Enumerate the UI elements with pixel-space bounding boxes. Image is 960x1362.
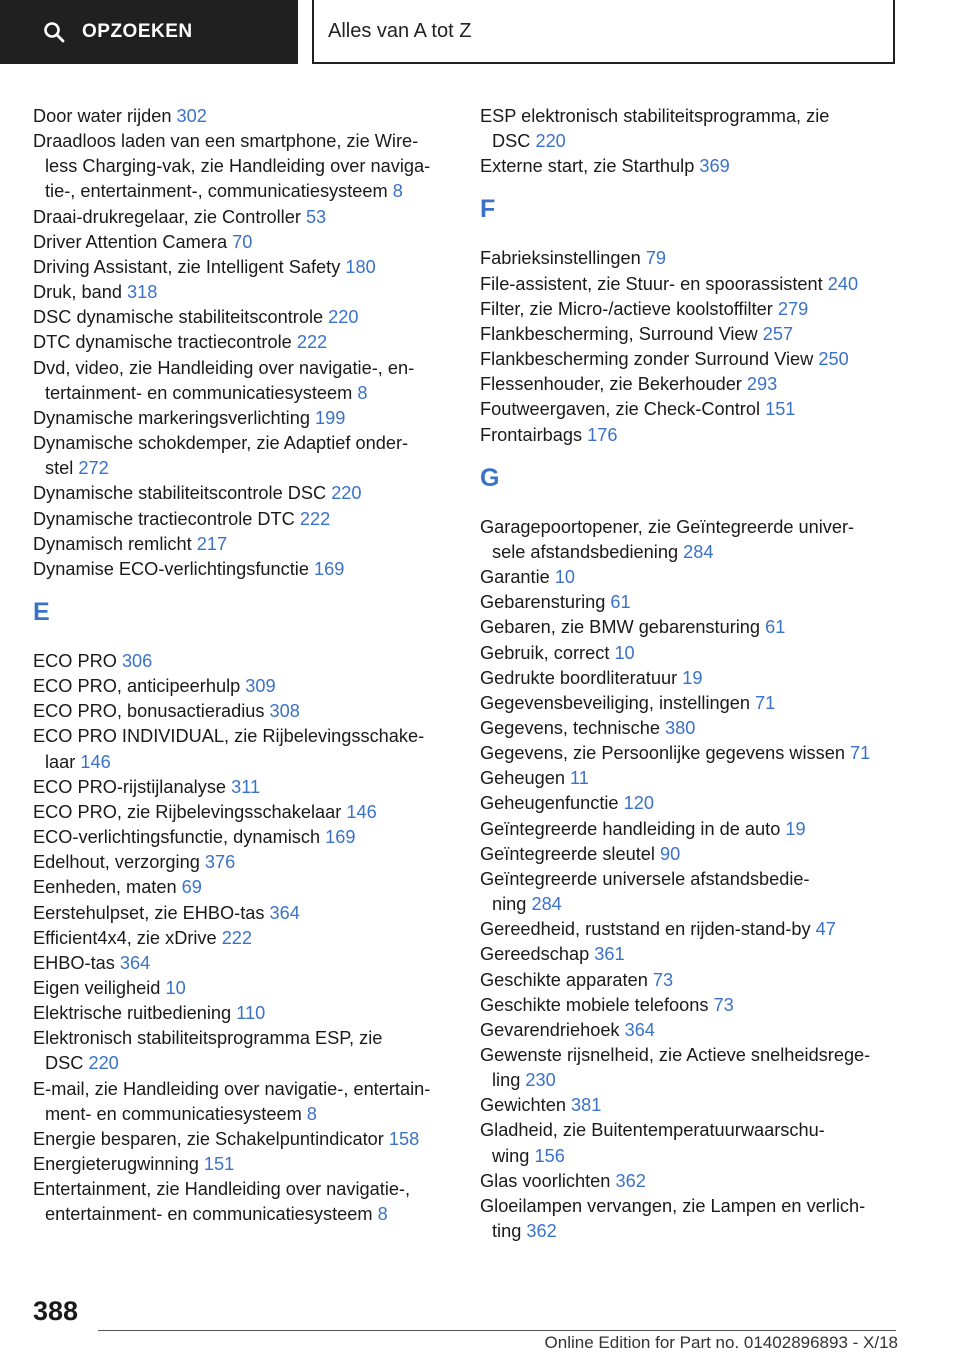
index-entry-text: Gladheid, zie Buitentemperatuurwaarschu- [480, 1120, 825, 1141]
page-reference-link[interactable]: 110 [236, 1003, 266, 1024]
index-entry [33, 1177, 453, 1227]
search-button-label: OPZOEKEN [82, 21, 193, 42]
page-reference-link[interactable]: 53 [305, 206, 327, 227]
index-entry [480, 791, 900, 816]
page-reference-link[interactable]: 222 [221, 927, 253, 948]
page-reference-link[interactable]: 176 [587, 424, 618, 445]
index-entry-text: Eenheden, maten [33, 877, 182, 898]
page-reference-link[interactable]: 362 [526, 1221, 557, 1242]
index-entry-text: Geheugen [480, 768, 571, 789]
index-entry-text: Flessenhouder, zie Bekerhouder [480, 374, 747, 395]
index-group-e-continued [480, 104, 900, 179]
index-entry-text: ment- en communicatiesysteem [45, 1103, 307, 1124]
index-entry [480, 741, 900, 766]
page-reference-link[interactable]: 364 [269, 902, 300, 923]
footer-edition-text: Online Edition for Part no. 01402896893 - X/18 [544, 1333, 898, 1352]
index-entry [33, 724, 453, 774]
index-entry [33, 1001, 453, 1026]
index-entry-text: Foutweergaven, zie Check-Control [480, 399, 766, 420]
index-entry-text: Dynamisch remlicht [33, 533, 197, 554]
page-reference-link[interactable]: 311 [231, 776, 261, 797]
index-entry [33, 1077, 453, 1127]
index-entry [480, 968, 900, 993]
index-entry-text: ECO PRO-rijstijlanalyse [33, 776, 232, 797]
page-reference-link[interactable]: 70 [232, 231, 253, 252]
index-entry [480, 1018, 900, 1043]
index-entry-text: Entertainment, zie Handleiding over navigatie-, [33, 1179, 411, 1200]
index-entry-text: Gereedheid, ruststand en rijden-stand-by [480, 919, 816, 940]
index-entry [480, 565, 900, 590]
index-entry [480, 666, 900, 691]
index-entry-text: Flankbescherming zonder Surround View [480, 349, 819, 370]
index-entry [33, 875, 453, 900]
page-reference-link[interactable]: 10 [165, 978, 186, 998]
index-entry-text: less Charging-vak, zie Handleiding over naviga- [45, 156, 431, 177]
index-entry [480, 322, 900, 347]
search-icon [42, 20, 66, 44]
index-entry-text: Dynamise ECO-verlichtingsfunctie [33, 558, 314, 579]
index-entry [480, 817, 900, 842]
index-entry-text: Garantie [480, 567, 555, 588]
index-entry [480, 397, 900, 422]
page-reference-link[interactable]: 10 [614, 642, 635, 663]
page-reference-link[interactable]: 220 [331, 483, 362, 504]
index-entry [33, 255, 453, 280]
index-entry-text: Glas voorlichten [480, 1170, 616, 1191]
index-entry-text: Druk, band [33, 282, 128, 303]
index-entry-text: Filter, zie Micro-/actieve koolstoffilter [480, 298, 778, 319]
page-reference-link[interactable]: 362 [615, 1170, 646, 1191]
index-entry-text: Dynamische tractiecontrole DTC [33, 508, 300, 529]
index-entry [33, 280, 453, 305]
page-reference-link[interactable]: 217 [196, 533, 228, 554]
index-entry-text: wing [492, 1145, 535, 1166]
index-entry [480, 993, 900, 1018]
page-reference-link[interactable]: 364 [119, 952, 151, 973]
index-entry-text: ECO PRO INDIVIDUAL, zie Rijbelevingsschake- [33, 726, 425, 747]
page-reference-link[interactable]: 284 [531, 894, 562, 915]
index-entry-text: Energieterugwinning [33, 1154, 204, 1175]
index-entry-text: Energie besparen, zie Schakelpuntindicator [33, 1128, 389, 1149]
page-reference-link[interactable]: 250 [818, 349, 849, 370]
index-entry-text: ECO-verlichtingsfunctie, dynamisch [33, 827, 326, 848]
index-entry [33, 926, 453, 951]
index-group-f [480, 246, 900, 447]
page-reference-link[interactable]: 308 [269, 701, 300, 722]
index-entry [33, 330, 453, 355]
index-entry-text: Draadloos laden van een smartphone, zie Wire- [33, 131, 419, 152]
index-entry-text: Gewichten [480, 1095, 571, 1116]
index-entry-text: entertainment- en communicatiesysteem [45, 1204, 378, 1225]
index-entry [33, 674, 453, 699]
index-entry-text: Eigen veiligheid [33, 978, 166, 998]
index-entry-text: Driver Attention Camera [33, 231, 233, 252]
index-entry-text: ling [492, 1070, 526, 1091]
index-entry-text: Gegevens, zie Persoonlijke gegevens wissen [480, 743, 851, 764]
index-entry-text: Door water rijden [33, 106, 177, 126]
index-entry-text: Geïntegreerde sleutel [480, 843, 660, 864]
page-reference-link[interactable]: 151 [203, 1154, 235, 1175]
index-entry-text: Eerstehulpset, zie EHBO-tas [33, 902, 270, 923]
index-entry-text: Gebaren, zie BMW gebarensturing [480, 617, 766, 638]
section-letter-f: F [480, 195, 496, 224]
index-column-right [480, 104, 900, 1244]
page-reference-link[interactable]: 158 [388, 1128, 420, 1149]
page-reference-link[interactable]: 146 [346, 801, 377, 822]
page-reference-link[interactable]: 169 [325, 827, 356, 848]
page-reference-link[interactable]: 199 [315, 407, 346, 428]
index-entry-text: Gewenste rijsnelheid, zie Actieve snelheidsrege- [480, 1045, 871, 1065]
index-entry [33, 1127, 453, 1152]
page-reference-link[interactable]: 120 [623, 793, 654, 814]
index-entry-text: Edelhout, verzorging [33, 852, 205, 873]
page-reference-link[interactable]: 79 [645, 248, 667, 269]
index-column-left [33, 104, 453, 1228]
index-entry [33, 205, 453, 230]
tab-a-to-z[interactable] [312, 0, 895, 64]
index-entry [480, 716, 900, 741]
page-reference-link[interactable]: 8 [392, 181, 403, 202]
index-entry [480, 766, 900, 791]
index-entry-text: ECO PRO, bonusactieradius [33, 701, 270, 722]
index-entry-text: DSC dynamische stabiliteitscontrole [33, 307, 329, 328]
index-entry-text: laar [45, 751, 81, 772]
index-entry [33, 951, 453, 976]
index-entry [33, 775, 453, 800]
index-entry [33, 557, 453, 582]
page-reference-link[interactable]: 380 [665, 717, 696, 738]
index-entry-text: Gegevensbeveiliging, instellingen [480, 692, 756, 713]
index-entry [480, 515, 900, 565]
page-reference-link[interactable]: 220 [328, 307, 359, 328]
page-reference-link[interactable]: 381 [570, 1095, 602, 1116]
index-entry [33, 356, 453, 406]
index-entry-text: Gegevens, technische [480, 717, 666, 738]
index-entry [480, 1169, 900, 1194]
index-entry [480, 917, 900, 942]
index-entry-text: Frontairbags [480, 424, 588, 445]
page-reference-link[interactable]: 361 [594, 944, 625, 965]
index-entry [33, 305, 453, 330]
page-reference-link[interactable]: 222 [299, 508, 331, 529]
index-entry-text: Gedrukte boordliteratuur [480, 667, 683, 688]
index-entry [33, 104, 453, 129]
page-reference-link[interactable]: 180 [345, 256, 376, 277]
page-reference-link[interactable]: 8 [306, 1103, 317, 1124]
page-reference-link[interactable]: 156 [534, 1145, 565, 1166]
page-reference-link[interactable]: 19 [682, 667, 703, 688]
index-entry-text: DTC dynamische tractiecontrole [33, 332, 297, 353]
index-entry [33, 976, 453, 1001]
index-entry [480, 590, 900, 615]
index-entry-text: ning [492, 894, 532, 915]
page-reference-link[interactable]: 222 [296, 332, 328, 353]
index-entry [480, 1194, 900, 1244]
index-entry [480, 423, 900, 448]
index-entry-text: Geïntegreerde handleiding in de auto [480, 818, 786, 839]
index-entry [480, 842, 900, 867]
section-letter-e: E [33, 597, 50, 626]
index-entry [33, 532, 453, 557]
page-reference-link[interactable]: 240 [827, 273, 859, 294]
index-entry-text: Geschikte apparaten [480, 969, 653, 990]
index-entry [33, 406, 453, 431]
page-reference-link[interactable]: 73 [652, 969, 674, 990]
index-entry-text: Gereedschap [480, 944, 595, 965]
page-reference-link[interactable]: 220 [88, 1053, 119, 1074]
index-entry [33, 1152, 453, 1177]
page-reference-link[interactable]: 169 [314, 558, 345, 579]
index-entry-text: Gebarensturing [480, 592, 611, 613]
index-entry [33, 901, 453, 926]
index-entry-text: ECO PRO, anticipeerhulp [33, 676, 246, 697]
index-entry [480, 272, 900, 297]
page-reference-link[interactable]: 47 [815, 919, 836, 940]
page-reference-link[interactable]: 302 [176, 106, 207, 126]
page-reference-link[interactable]: 284 [683, 541, 714, 562]
page-reference-link[interactable]: 73 [713, 994, 734, 1015]
index-entry-text: Driving Assistant, zie Intelligent Safety [33, 256, 346, 277]
index-entry-text: Elektrische ruitbediening [33, 1003, 237, 1024]
page-reference-link[interactable]: 146 [80, 751, 111, 772]
page-reference-link[interactable]: 279 [777, 298, 809, 319]
index-group-d [33, 104, 453, 582]
index-entry [33, 230, 453, 255]
index-entry-text: Flankbescherming, Surround View [480, 323, 763, 344]
index-entry [480, 1043, 900, 1093]
index-entry-text: Efficient4x4, zie xDrive [33, 927, 222, 948]
index-entry-text: DSC [45, 1053, 89, 1074]
index-entry [480, 1118, 900, 1168]
index-entry-text: ting [492, 1221, 527, 1242]
page-reference-link[interactable]: 309 [245, 676, 276, 697]
index-entry-text: tertainment- en communicatiesysteem [45, 382, 358, 403]
index-entry [480, 641, 900, 666]
index-entry-text: Dvd, video, zie Handleiding over navigatie-, en- [33, 357, 415, 378]
page-reference-link[interactable]: 11 [570, 768, 589, 789]
page-reference-link[interactable]: 151 [765, 399, 796, 420]
index-entry-text: DSC [492, 131, 536, 152]
index-entry-text: Geïntegreerde universele afstandsbedie- [480, 868, 810, 889]
index-entry-text: File-assistent, zie Stuur- en spoorassistent [480, 273, 828, 294]
index-entry [33, 800, 453, 825]
index-entry [480, 942, 900, 967]
index-entry-text: Gloeilampen vervangen, zie Lampen en verlich- [480, 1195, 866, 1216]
index-entry-text: Gevarendriehoek [480, 1019, 625, 1040]
page-reference-link[interactable]: 376 [204, 852, 236, 873]
index-entry-text: stel [45, 458, 79, 479]
index-entry-text: Externe start, zie Starthulp [480, 156, 700, 177]
page-reference-link[interactable]: 61 [765, 617, 786, 638]
index-entry [33, 825, 453, 850]
page-reference-link[interactable]: 306 [121, 650, 153, 671]
page-reference-link[interactable]: 230 [525, 1070, 556, 1091]
index-entry [480, 347, 900, 372]
index-entry [33, 129, 453, 204]
index-entry-text: Draai-drukregelaar, zie Controller [33, 206, 306, 227]
page-reference-link[interactable]: 61 [610, 592, 631, 613]
page-reference-link[interactable]: 272 [78, 458, 109, 479]
page-reference-link[interactable]: 8 [377, 1204, 388, 1225]
index-entry [33, 850, 453, 875]
index-entry [480, 615, 900, 640]
index-group-e [33, 649, 453, 1228]
page-reference-link[interactable]: 10 [554, 567, 576, 588]
index-entry [33, 649, 453, 674]
section-letter-g: G [480, 463, 500, 492]
index-entry-text: Geheugenfunctie [480, 793, 624, 814]
page-reference-link[interactable]: 69 [181, 877, 202, 898]
index-entry-text: Dynamische markeringsverlichting [33, 407, 316, 428]
index-entry [480, 104, 900, 154]
index-entry-text: Dynamische schokdemper, zie Adaptief onder- [33, 433, 409, 454]
page-reference-link[interactable]: 71 [850, 743, 871, 764]
index-entry [33, 507, 453, 532]
index-entry [480, 246, 900, 271]
page-reference-link[interactable]: 293 [746, 374, 778, 395]
index-entry-text: EHBO-tas [33, 952, 120, 973]
search-button[interactable] [0, 0, 298, 64]
index-entry-text: E-mail, zie Handleiding over navigatie-, entertain- [33, 1078, 431, 1099]
index-entry [480, 867, 900, 917]
index-entry-text: Fabrieksinstellingen [480, 248, 646, 269]
page-reference-link[interactable]: 257 [762, 323, 794, 344]
index-entry-text: Elektronisch stabiliteitsprogramma ESP, zie [33, 1028, 383, 1049]
index-entry [480, 691, 900, 716]
index-group-g [480, 515, 900, 1245]
index-entry-text: ECO PRO [33, 650, 122, 671]
footer-divider [98, 1330, 896, 1331]
page-reference-link[interactable]: 369 [699, 156, 730, 177]
page-number: 388 [33, 1296, 79, 1326]
index-entry [480, 372, 900, 397]
page-reference-link[interactable]: 71 [755, 692, 776, 713]
index-entry-text: Gebruik, correct [480, 642, 615, 663]
index-entry-text: Garagepoortopener, zie Geïntegreerde univer- [480, 516, 855, 537]
tab-a-to-z-label: Alles van A tot Z [328, 19, 472, 42]
index-entry [33, 431, 453, 481]
index-entry-text: tie-, entertainment-, communicatiesysteem [45, 181, 393, 202]
index-entry [480, 297, 900, 322]
page-reference-link[interactable]: 8 [357, 382, 368, 403]
page-reference-link[interactable]: 364 [624, 1019, 655, 1040]
page-reference-link[interactable]: 220 [535, 131, 566, 152]
index-entry-text: ESP elektronisch stabiliteitsprogramma, zie [480, 106, 830, 126]
page-reference-link[interactable]: 90 [659, 843, 681, 864]
index-entry [480, 154, 900, 179]
index-entry-text: sele afstandsbediening [492, 541, 684, 562]
index-entry-text: Geschikte mobiele telefoons [480, 994, 714, 1015]
index-entry-text: Dynamische stabiliteitscontrole DSC [33, 483, 332, 504]
index-entry [33, 481, 453, 506]
index-entry [33, 1026, 453, 1076]
page-reference-link[interactable]: 318 [127, 282, 158, 303]
top-navigation [0, 0, 960, 66]
index-entry-text: ECO PRO, zie Rijbelevingsschakelaar [33, 801, 347, 822]
index-entry [33, 699, 453, 724]
page-reference-link[interactable]: 19 [785, 818, 806, 839]
index-entry [480, 1093, 900, 1118]
